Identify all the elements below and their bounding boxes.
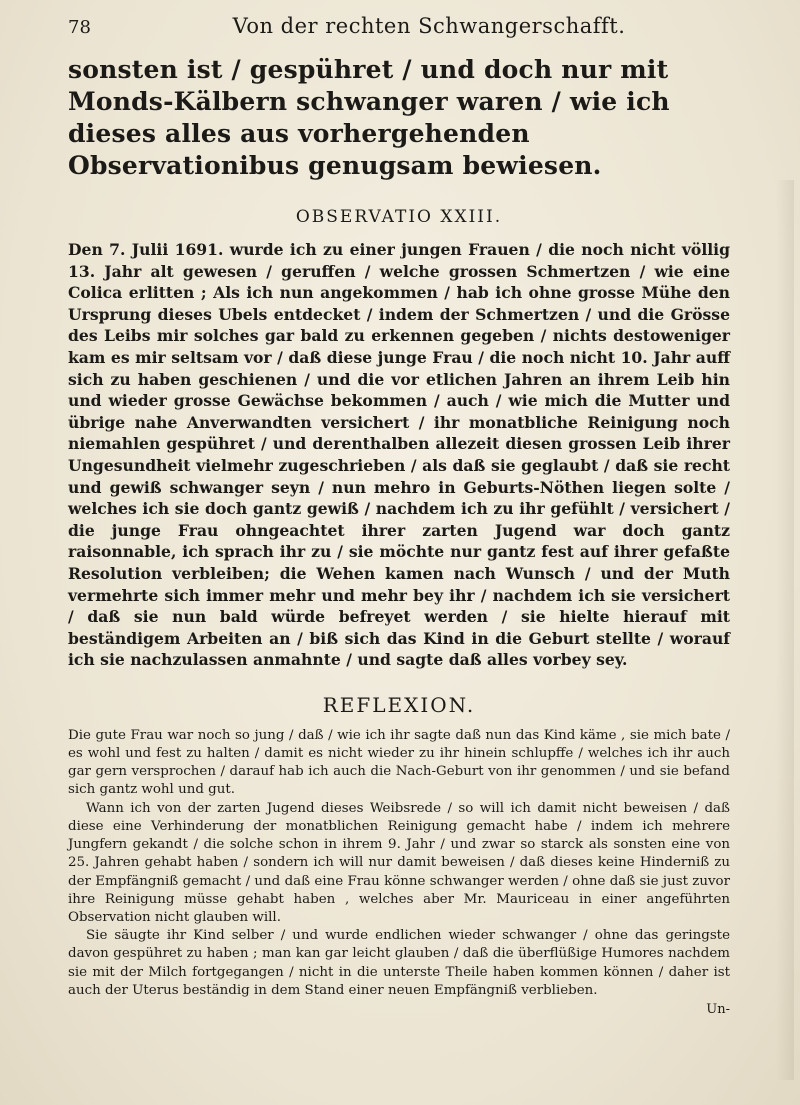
reflexion-paragraph: Die gute Frau war noch so jung / daß / wie ich ihr sagte daß nun das Kind käme , sie mich bate / es wohl und fest zu halten / damit es nicht wieder zu ihr hinein schlupffe / welches ich ihr auch gar gern versprochen / darauf hab ich auch die Nach-Geburt von ihr genommen / und sie befand sich gantz wohl und gut. bbox=[68, 727, 730, 798]
reflexion-title: REFLEXION. bbox=[322, 692, 476, 717]
page-edge-shadow bbox=[776, 180, 794, 1080]
reflexion-paragraph: Sie säugte ihr Kind selber / und wurde endlichen wieder schwanger / ohne das geringste davon gespühret zu haben ; man kan gar leicht glauben / daß die überflüßige Humores nachdem sie mit der Milch fortgegangen / nicht in die unterste Theile haben kommen können / daher ist auch der Uterus beständig in dem Stand einer neuen Empfängniß verblieben. bbox=[68, 928, 730, 998]
reflexion-paragraph: Wann ich von der zarten Jugend dieses Weibsrede / so will ich damit nicht beweisen / daß diese eine Verhinderung der monatblichen Reinigung gemacht habe / indem ich mehrere Jungfern gekandt / die solche schon in ihrem 9. Jahr / und zwar so starck als sonsten eine von 25. Jahren gehabt haben / sondern ich will nur damit beweisen / daß dieses keine Hinderniß zu der Empfängniß gemacht / und daß eine Frau könne schwanger werden / ohne daß sie just zuvor ihre Reinigung müsse gehabt haben , welches aber Mr. Mauriceau in einer angeführten Observation nicht glauben will. bbox=[68, 800, 730, 925]
catchword: Un- bbox=[706, 1001, 730, 1017]
page-header bbox=[68, 14, 730, 50]
running-head: Von der rechten Schwangerschafft. bbox=[232, 14, 626, 38]
page-number: 78 bbox=[68, 17, 91, 38]
observation-text: Den 7. Julii 1691. wurde ich zu einer jungen Frauen / die noch nicht völlig 13. Jahr alt gewesen / geruffen / welche grossen Schmertzen / wie eine Colica erlitten ; Als ich nun angekommen / hab ich ohne grosse Mühe den Ursprung dieses Ubels entdecket / indem der Schmertzen / und die Grösse des Leibs mir solches gar bald zu erkennen gegeben / nichts destoweniger kam es mir seltsam vor / daß diese junge Frau / die noch nicht 10. Jahr auff sich zu haben geschienen / und die vor etlichen Jahren an ihrem Leib hin und wieder grosse Gewächse bekommen / auch / wie mich die Mutter und übrige nahe Anverwandten versichert / ihr monatbliche Reinigung noch niemahlen gespühret / und derenthalben allezeit diesen grossen Leib ihrer Ungesundheit vielmehr zugeschrieben / als daß sie geglaubt / daß sie recht und gewiß schwanger seyn / nun mehro in Geburts-Nöthen liegen solte / welches ich sie doch gantz gewiß / nachdem ich zu ihr gefühlt / versichert / die junge Frau ohngeachtet ihrer zarten Jugend war doch gantz raisonnable, ich sprach ihr zu / sie möchte nur gantz fest auf ihrer gefaßte Resolution verbleiben; die Wehen kamen nach Wunsch / und der Muth vermehrte sich immer mehr und mehr bey ihr / nachdem ich sie versichert / daß sie nun bald würde befreyet werden / sie hielte hierauf mit beständigem Arbeiten an / biß sich das Kind in die Geburt stellte / worauf ich sie nachzulassen anmahnte / und sagte daß alles vorbey sey. bbox=[68, 240, 730, 670]
intro-text: sonsten ist / gespühret / und doch nur mit Monds-Kälbern schwanger waren / wie ich dieses alles aus vorhergehenden Observationibus genugsam bewiesen. bbox=[68, 55, 670, 180]
observation-title: OBSERVATIO XXIII. bbox=[295, 207, 503, 227]
